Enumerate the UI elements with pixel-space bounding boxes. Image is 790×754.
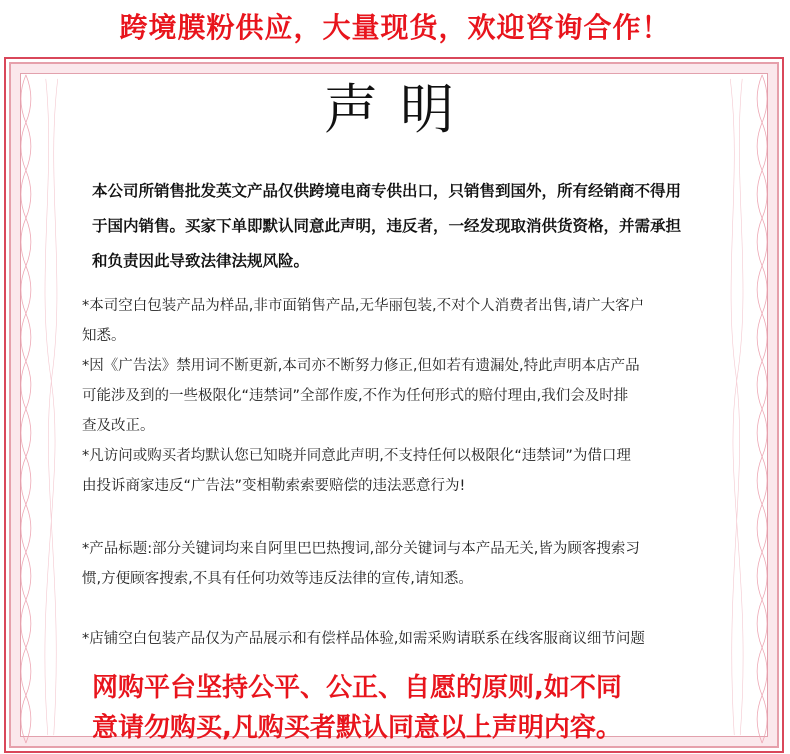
note-line: *店铺空白包装产品仅为产品展示和有偿样品体验,如需采购请联系在线客服商议细节问题	[82, 631, 645, 647]
certificate-frame	[4, 57, 784, 753]
note-line: 知悉。	[82, 328, 126, 344]
closing-statement-line: 网购平台坚持公平、公正、自愿的原则,如不同	[92, 673, 622, 703]
intro-line: 本公司所销售批发英文产品仅供跨境电商专供出口，只销售到国外，所有经销商不得用	[92, 182, 682, 200]
note-line: 查及改正。	[82, 418, 155, 434]
intro-line: 和负责因此导致法律法规风险。	[92, 252, 310, 270]
note-line: *本司空白包装产品为样品,非市面销售产品,无华丽包装,不对个人消费者出售,请广大客户	[82, 298, 645, 314]
note-line: 可能涉及到的一些极限化“违禁词”全部作废,不作为任何形式的赔付理由,我们会及时排	[82, 388, 629, 404]
note-line: *因《广告法》禁用词不断更新,本司亦不断努力修正,但如若有遗漏处,特此声明本店产品	[82, 358, 640, 374]
statement-content	[70, 59, 730, 751]
promo-banner: 跨境膜粉供应，大量现货，欢迎咨询合作！	[119, 11, 671, 44]
note-line: 惯,方便顾客搜索,不具有任何功效等违反法律的宣传,请知悉。	[82, 571, 473, 587]
closing-statement-line: 意请勿购买,凡购买者默认同意以上声明内容。	[92, 713, 622, 743]
note-line: *凡访问或购买者均默认您已知晓并同意此声明,不支持任何以极限化“违禁词”为借口理	[82, 448, 631, 464]
intro-line: 于国内销售。买家下单即默认同意此声明，违反者，一经发现取消供货资格，并需承担	[92, 217, 682, 235]
note-line: 由投诉商家违反“广告法”变相勒索索要赔偿的违法恶意行为!	[82, 478, 466, 494]
page-title: 声明	[324, 78, 476, 141]
note-line: *产品标题:部分关键词均来自阿里巴巴热搜词,部分关键词与本产品无关,皆为顾客搜索习	[82, 541, 640, 557]
